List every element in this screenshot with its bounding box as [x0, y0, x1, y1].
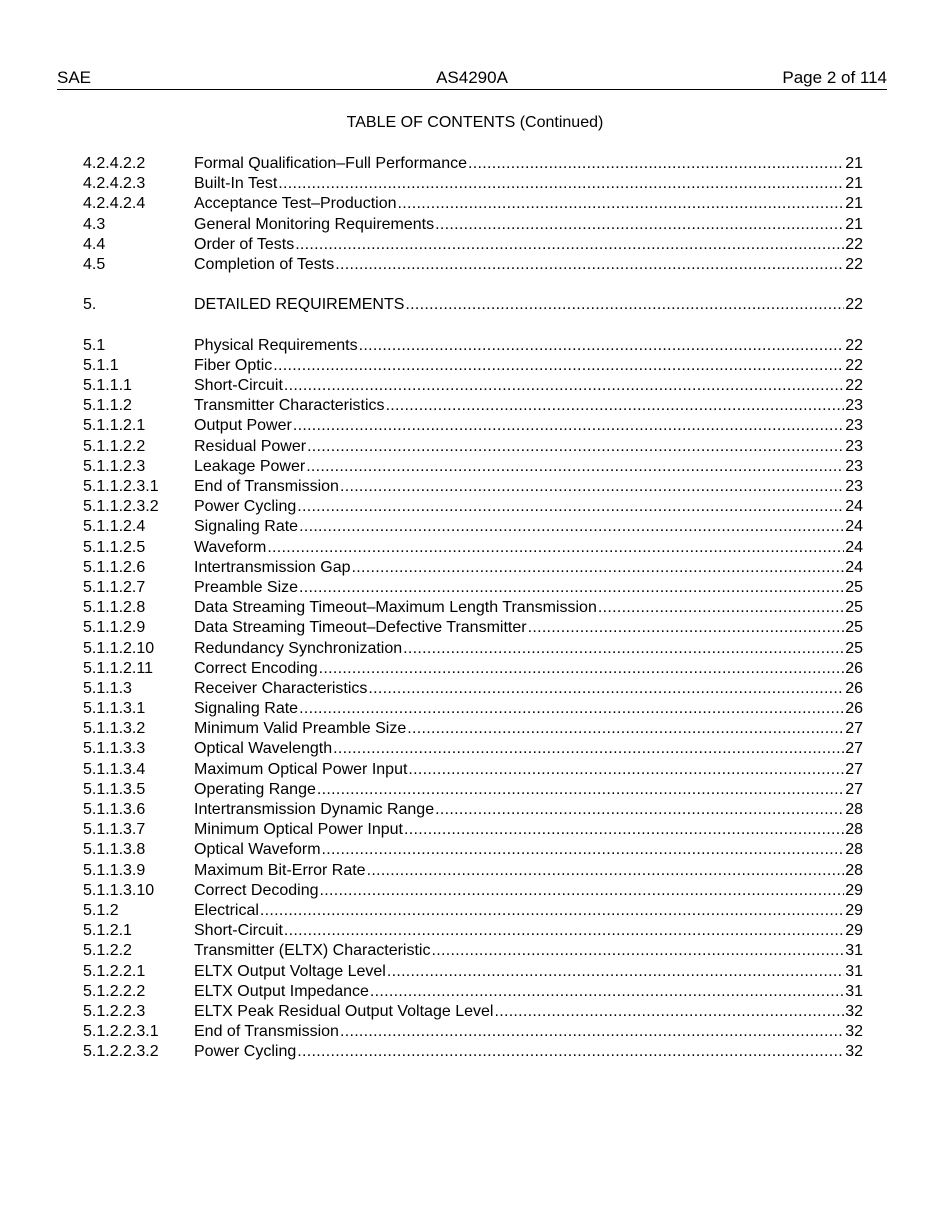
toc-entry-page: 28 [845, 821, 863, 839]
toc-entry-title: Formal Qualification–Full Performance [194, 155, 467, 172]
toc-entry-number: 5.1 [83, 336, 106, 354]
toc-entry[interactable] [83, 477, 863, 497]
toc-entry-title: Electrical [194, 901, 259, 919]
toc-dot-leader [359, 336, 845, 356]
toc-entry-number: 4.2.4.2.3 [83, 175, 146, 193]
toc-dot-leader [494, 1002, 844, 1022]
toc-entry-title: Operating Range [194, 780, 316, 798]
toc-dot-leader [299, 699, 844, 719]
toc-entry-number: 4.3 [83, 215, 106, 233]
toc-entry[interactable] [83, 962, 863, 982]
toc-entry-page: 21 [845, 155, 863, 172]
toc-entry-page: 23 [845, 457, 863, 475]
toc-entry-number: 5.1.1.2.11 [83, 659, 153, 677]
toc-entry[interactable] [83, 194, 863, 214]
toc-dot-leader [299, 578, 844, 598]
toc-entry-number: 5.1.1.3.5 [83, 780, 146, 798]
toc-entry-page: 24 [845, 498, 863, 516]
toc-entry-number: 5.1.1.3.9 [83, 861, 146, 879]
toc-entry-title: End of Transmission [194, 1023, 339, 1041]
toc-entry-page: 32 [845, 1023, 863, 1041]
toc-entry-number: 5.1.1.2 [83, 397, 132, 415]
toc-entry-number: 5.1.2.2.1 [83, 962, 146, 980]
toc-dot-leader [273, 356, 844, 376]
toc-entry-title: Optical Wavelength [194, 740, 333, 758]
toc-entry-page: 26 [845, 679, 863, 697]
toc-entry-number: 5.1.1.3 [83, 679, 132, 697]
toc-entry[interactable] [83, 255, 863, 275]
toc-entry[interactable] [83, 558, 863, 578]
toc-dot-leader [306, 457, 844, 477]
toc-entry[interactable] [83, 699, 863, 719]
toc-dot-leader [317, 780, 844, 800]
toc-entry-title: Short-Circuit [194, 377, 283, 395]
toc-entry-number: 5.1.1.2.7 [83, 578, 146, 596]
toc-entry-number: 4.2.4.2.2 [83, 155, 146, 172]
toc-entry-title: Residual Power [194, 437, 307, 455]
toc-entry[interactable] [83, 538, 863, 558]
toc-entry-page: 29 [845, 901, 863, 919]
toc-entry-page: 26 [845, 659, 863, 677]
toc-entry-number: 5.1.1.3.3 [83, 740, 146, 758]
toc-entry[interactable] [83, 982, 863, 1002]
toc-entry-title: Order of Tests [194, 235, 295, 253]
toc-entry[interactable] [83, 800, 863, 820]
toc-entry-number: 4.5 [83, 255, 106, 273]
toc-entry-title: Transmitter Characteristics [194, 397, 385, 415]
toc-entry[interactable] [83, 215, 863, 235]
toc-entry-number: 5.1.1.2.10 [83, 639, 155, 657]
toc-dot-leader [431, 941, 844, 961]
header-page-number: Page 2 of 114 [782, 68, 887, 87]
toc-entry-page: 28 [845, 861, 863, 879]
toc-entry-page: 24 [845, 538, 863, 556]
toc-dot-leader [370, 982, 844, 1002]
toc-entry-number: 5.1.1.2.8 [83, 599, 146, 617]
toc-entry[interactable] [83, 618, 863, 638]
toc-entry-page: 23 [845, 437, 863, 455]
toc-entry[interactable] [83, 517, 863, 537]
toc-entry-page: 25 [845, 639, 863, 657]
toc-entry-number: 5.1.1.3.10 [83, 881, 155, 899]
toc-entry[interactable] [83, 901, 863, 921]
toc-entry-page: 27 [845, 740, 863, 758]
toc-entry[interactable] [83, 416, 863, 436]
toc-dot-leader [340, 1022, 844, 1042]
toc-entry-title: Maximum Optical Power Input [194, 760, 408, 778]
toc-dot-leader [322, 840, 845, 860]
toc-entry-title: Optical Waveform [194, 841, 321, 859]
toc-entry-title: Transmitter (ELTX) Characteristic [194, 942, 431, 960]
toc-entry-page: 23 [845, 478, 863, 495]
toc-entry[interactable] [83, 739, 863, 759]
toc-title: TABLE OF CONTENTS (Continued) [346, 114, 604, 131]
toc-dot-leader [386, 396, 845, 416]
toc-entry-title: Acceptance Test–Production [194, 195, 397, 213]
toc-entry-number: 5.1.2 [83, 901, 119, 919]
toc-entry-number: 5.1.1.3.8 [83, 841, 146, 859]
toc-entry-page: 22 [845, 255, 863, 273]
toc-entry-page: 25 [845, 578, 863, 596]
toc-entry-page: 26 [845, 700, 863, 718]
toc-dot-leader [299, 517, 844, 537]
toc-dot-leader [403, 639, 844, 659]
toc-entry-title: Output Power [194, 417, 292, 435]
toc-entry-number: 5.1.1.2.2 [83, 437, 146, 455]
toc-entry-number: 5.1.2.2 [83, 942, 132, 960]
toc-entry-title: Receiver Characteristics [194, 679, 368, 697]
toc-entry-number: 5.1.1.2.3.1 [83, 478, 159, 495]
toc-dot-leader [267, 538, 844, 558]
toc-entry-number: 5.1.2.1 [83, 922, 132, 940]
toc-entry[interactable] [83, 1042, 863, 1062]
toc-dot-leader [307, 437, 844, 457]
toc-entry-page: 24 [845, 518, 863, 536]
toc-entry-number: 5.1.2.2.3 [83, 1002, 146, 1020]
toc-entry-title: Intertransmission Gap [194, 558, 351, 576]
toc-entry-page: 27 [845, 720, 863, 738]
toc-entry-page: 25 [845, 599, 863, 617]
toc-dot-leader [468, 154, 844, 174]
toc-entry-number: 5.1.1.2.9 [83, 619, 146, 637]
toc-entry-title: Short-Circuit [194, 922, 283, 940]
toc-dot-leader [284, 376, 844, 396]
toc-dot-leader [320, 881, 845, 901]
toc-entry[interactable] [83, 578, 863, 598]
toc-entry-page: 27 [845, 780, 863, 798]
toc-dot-leader [404, 820, 844, 840]
toc-dot-leader [387, 962, 844, 982]
toc-entry[interactable] [83, 659, 863, 679]
toc-entry[interactable] [83, 336, 863, 356]
toc-entry[interactable] [83, 840, 863, 860]
toc-entry-number: 5.1.2.2.2 [83, 982, 146, 1000]
toc-entry-title: ELTX Output Impedance [194, 982, 369, 1000]
toc-entry-page: 25 [845, 619, 863, 637]
toc-entry-page: 32 [845, 1043, 863, 1061]
toc-entry[interactable] [83, 1002, 863, 1022]
toc-entry-page: 22 [845, 377, 863, 395]
toc-entry[interactable] [83, 1022, 863, 1042]
toc-entry-page: 22 [845, 235, 863, 253]
toc-dot-leader [368, 679, 844, 699]
toc-entry-title: Power Cycling [194, 498, 297, 516]
toc-dot-leader [319, 659, 845, 679]
toc-entry-title: Redundancy Synchronization [194, 639, 403, 657]
toc-entry[interactable] [83, 639, 863, 659]
header-document-id: AS4290A [436, 68, 508, 87]
toc-dot-leader [528, 618, 845, 638]
toc-entry-title: Correct Encoding [194, 659, 318, 677]
toc-entry-title: Preamble Size [194, 578, 299, 596]
toc-dot-leader [284, 921, 844, 941]
toc-entry-title: ELTX Output Voltage Level [194, 962, 386, 980]
toc-dot-leader [335, 255, 844, 275]
toc-entry-title: Leakage Power [194, 457, 306, 475]
toc-entry-page: 29 [845, 922, 863, 940]
toc-entry[interactable] [83, 941, 863, 961]
header-org: SAE [57, 68, 92, 87]
toc-entry[interactable] [83, 598, 863, 618]
toc-entry[interactable] [83, 174, 863, 194]
toc-dot-leader [278, 174, 844, 194]
toc-entry-number: 5.1.1.3.6 [83, 801, 146, 818]
toc-entry[interactable] [83, 881, 863, 901]
toc-entry-page: 28 [845, 841, 863, 859]
toc-entry-number: 5.1.1.2.4 [83, 518, 146, 536]
toc-entry-title: Data Streaming Timeout–Defective Transmitter [194, 619, 527, 637]
toc-entry-number: 5.1.2.2.3.2 [83, 1043, 159, 1061]
toc-entry-title: Minimum Optical Power Input [194, 821, 403, 839]
toc-entry-title: Built-In Test [194, 175, 278, 193]
table-of-contents [83, 154, 863, 1062]
toc-entry-number: 5. [83, 296, 97, 314]
toc-entry[interactable] [83, 154, 863, 174]
toc-entry[interactable] [83, 861, 863, 881]
toc-dot-leader [297, 497, 844, 517]
toc-entry[interactable] [83, 295, 863, 315]
toc-entry-title: End of Transmission [194, 478, 339, 495]
toc-entry-title: Data Streaming Timeout–Maximum Length Transmission [194, 599, 597, 617]
toc-entry[interactable] [83, 437, 863, 457]
toc-dot-leader [398, 194, 845, 214]
toc-entry[interactable] [83, 820, 863, 840]
toc-dot-leader [295, 235, 844, 255]
toc-entry-number: 5.1.2.2.3.1 [83, 1023, 159, 1041]
toc-entry-page: 28 [845, 801, 863, 818]
toc-entry-page: 32 [845, 1002, 863, 1020]
toc-entry-number: 5.1.1.2.3 [83, 457, 146, 475]
toc-entry[interactable] [83, 719, 863, 739]
toc-entry[interactable] [83, 396, 863, 416]
toc-entry-page: 23 [845, 397, 863, 415]
toc-entry-page: 22 [845, 336, 863, 354]
toc-entry-title: Correct Decoding [194, 881, 319, 899]
toc-entry-page: 22 [845, 296, 863, 314]
toc-entry-number: 5.1.1.3.4 [83, 760, 146, 778]
toc-entry-page: 21 [845, 175, 863, 193]
toc-dot-leader [367, 861, 845, 881]
toc-entry-page: 23 [845, 417, 863, 435]
toc-entry-title: ELTX Peak Residual Output Voltage Level [194, 1002, 494, 1020]
toc-entry-title: Signaling Rate [194, 518, 299, 536]
toc-dot-leader [293, 416, 844, 436]
toc-entry-number: 4.2.4.2.4 [83, 195, 146, 213]
page-header [57, 67, 887, 90]
toc-entry[interactable] [83, 457, 863, 477]
toc-dot-leader [435, 215, 844, 235]
toc-entry-page: 21 [845, 215, 863, 233]
toc-entry-page: 31 [845, 942, 863, 960]
toc-dot-leader [435, 800, 844, 820]
toc-entry-title: Fiber Optic [194, 356, 273, 374]
toc-entry[interactable] [83, 760, 863, 780]
toc-entry-page: 24 [845, 558, 863, 576]
toc-dot-leader [352, 558, 845, 578]
toc-entry[interactable] [83, 921, 863, 941]
toc-entry-page: 22 [845, 356, 863, 374]
toc-dot-leader [407, 719, 844, 739]
toc-entry-title: Minimum Valid Preamble Size [194, 720, 407, 738]
toc-entry-number: 5.1.1.2.5 [83, 538, 146, 556]
toc-entry-title: Maximum Bit-Error Rate [194, 861, 366, 879]
toc-entry-title: Completion of Tests [194, 255, 335, 273]
toc-entry-number: 5.1.1.3.2 [83, 720, 146, 738]
toc-entry[interactable] [83, 780, 863, 800]
toc-entry-number: 5.1.1.3.7 [83, 821, 146, 839]
toc-entry-page: 21 [845, 195, 863, 213]
toc-entry-title: Signaling Rate [194, 700, 299, 718]
toc-entry-page: 27 [845, 760, 863, 778]
toc-entry-number: 5.1.1.3.1 [83, 700, 146, 718]
toc-dot-leader [340, 477, 844, 497]
toc-dot-leader [598, 598, 844, 618]
toc-entry-number: 5.1.1.2.1 [83, 417, 146, 435]
toc-entry-page: 31 [845, 962, 863, 980]
toc-entry-page: 29 [845, 881, 863, 899]
toc-entry-number: 5.1.1.1 [83, 377, 132, 395]
toc-entry-title: General Monitoring Requirements [194, 215, 435, 233]
toc-dot-leader [297, 1042, 844, 1062]
toc-dot-leader [408, 760, 844, 780]
toc-entry-title: Power Cycling [194, 1043, 297, 1061]
toc-dot-leader [260, 901, 844, 921]
toc-entry[interactable] [83, 497, 863, 517]
toc-entry[interactable] [83, 376, 863, 396]
toc-entry-page: 31 [845, 982, 863, 1000]
toc-dot-leader [405, 295, 844, 315]
toc-dot-leader [333, 739, 844, 759]
toc-entry-title: Intertransmission Dynamic Range [194, 801, 435, 818]
toc-entry-title: Physical Requirements [194, 336, 358, 354]
toc-entry-number: 5.1.1 [83, 356, 119, 374]
toc-entry[interactable] [83, 679, 863, 699]
toc-entry-title: DETAILED REQUIREMENTS [194, 296, 405, 314]
toc-entry-number: 5.1.1.2.3.2 [83, 498, 159, 516]
toc-entry[interactable] [83, 356, 863, 376]
toc-entry[interactable] [83, 235, 863, 255]
toc-entry-number: 4.4 [83, 235, 106, 253]
toc-entry-title: Waveform [194, 538, 267, 556]
toc-entry-number: 5.1.1.2.6 [83, 558, 146, 576]
